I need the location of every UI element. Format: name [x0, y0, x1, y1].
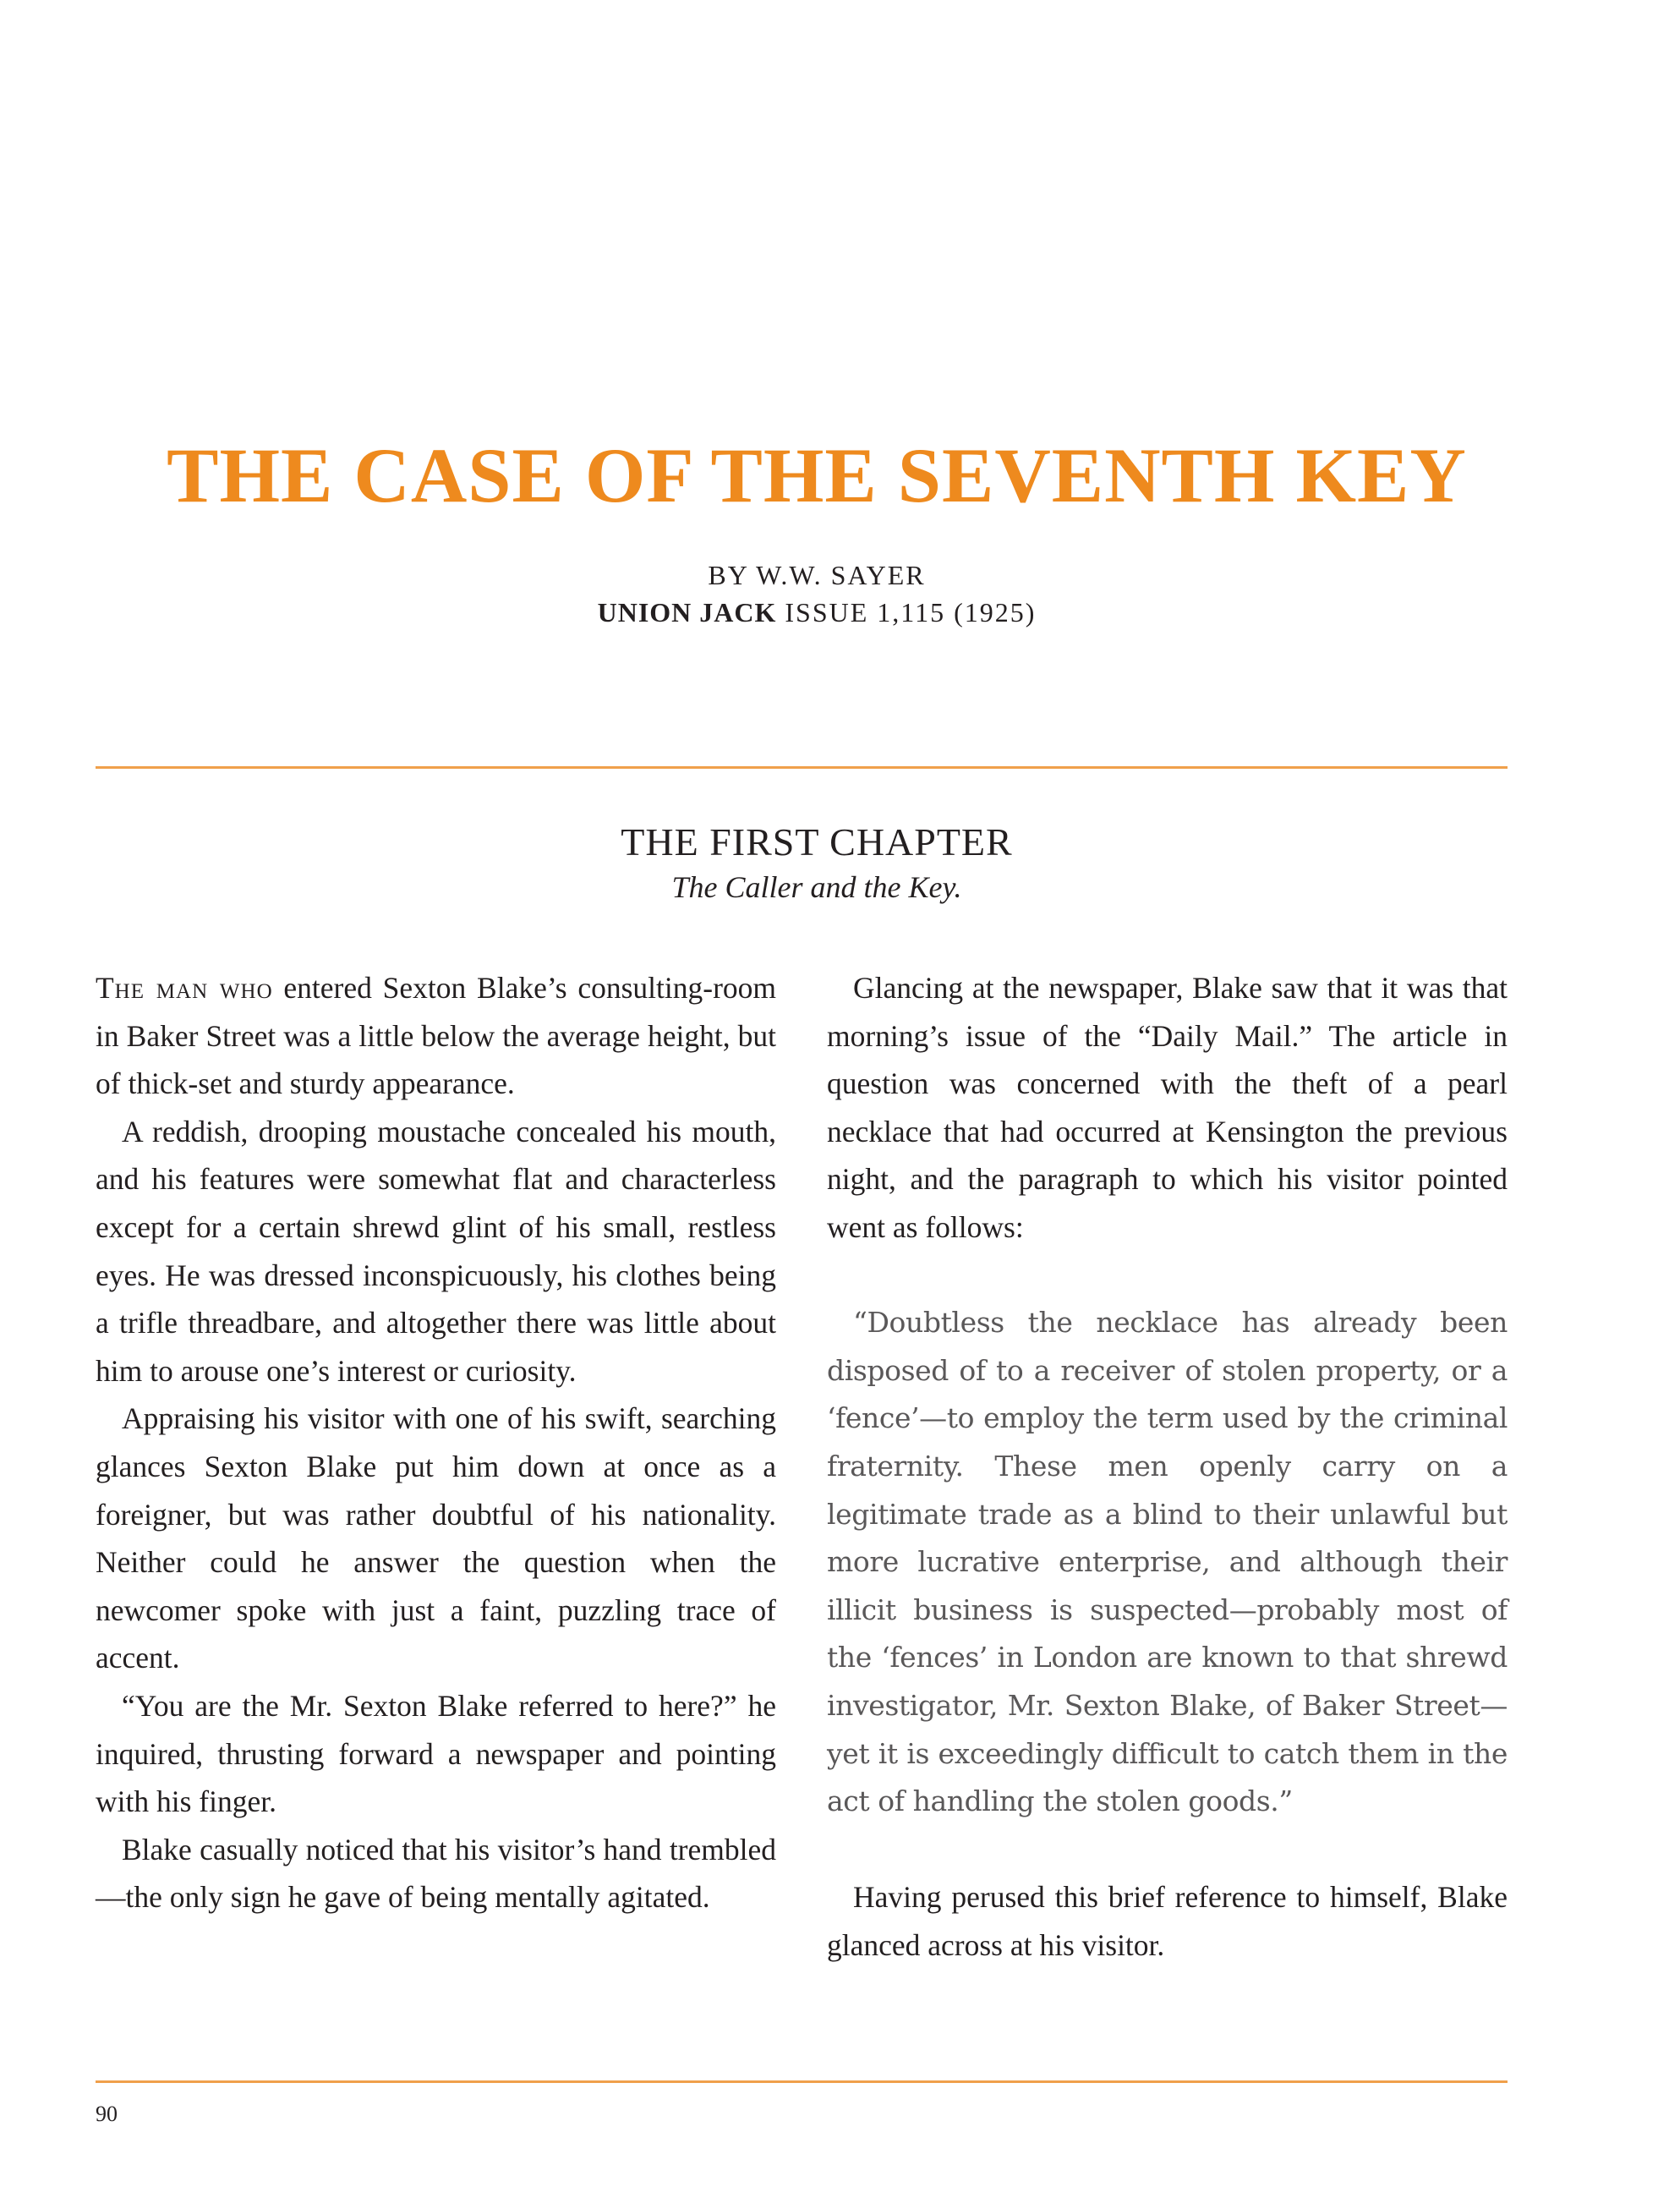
publication-name: UNION JACK: [597, 597, 777, 628]
opening-words: The man who: [96, 971, 273, 1005]
publication-line: [0, 594, 1633, 631]
chapter-title: THE FIRST CHAPTER: [621, 820, 1013, 863]
chapter-heading: [0, 819, 1633, 908]
paragraph: [96, 964, 776, 1108]
issue-info: ISSUE 1,115 (1925): [785, 597, 1037, 628]
paragraph: Blake casually noticed that his visitor’s hand trembled—the only sign he gave of being mentally agitated.: [96, 1832, 776, 1915]
left-column: [96, 964, 776, 1921]
bottom-divider: [96, 2080, 1508, 2083]
byline: [0, 556, 1633, 631]
paragraph: Having perused this brief reference to himself, Blake glanced across at his visitor.: [827, 1880, 1508, 1962]
author-line: BY W.W. SAYER: [708, 560, 926, 590]
paragraph: Glancing at the newspaper, Blake saw that it was that morning’s issue of the “Daily Mail.” The article in question was concerned with the theft of a pearl necklace that had occurred at Kensington the previous night, and the paragraph to which his visitor pointed went as follows:: [827, 971, 1508, 1244]
paragraph: A reddish, drooping moustache concealed his mouth, and his features were somewhat flat and characterless except for a certain shrewd glint of his small, restless eyes. He was dressed inconspicuously, his clothes being a trifle threadbare, and altogether there was little about him to arouse one’s interest or curiosity.: [96, 1114, 776, 1388]
paragraph-text: entered Sexton Blake’s consulting-room in Baker Street was a little below the average height, but of thick-set and sturdy appearance.: [96, 971, 776, 1101]
chapter-subtitle: The Caller and the Key.: [671, 870, 962, 904]
top-divider: [96, 766, 1508, 769]
page-number: 90: [96, 2102, 118, 2126]
paragraph: “You are the Mr. Sexton Blake referred to here?” he inquired, thrusting forward a newspaper and pointing with his finger.: [96, 1688, 776, 1819]
paragraph: Appraising his visitor with one of his swift, searching glances Sexton Blake put him down at once as a foreigner, but was rather doubtful of his nationality. Neither could he answer the question when the newcomer spoke with just a faint, puzzling trace of accent.: [96, 1401, 776, 1675]
newspaper-quote: “Doubtless the necklace has already been disposed of to a receiver of stolen property, or a ‘fence’—to employ the term used by the criminal fraternity. These men openly carry on a legitimate trade as a blind to their unlawful but more lucrative enterprise, and although their illicit business is suspected—probably most of the ‘fences’ in London are known to that shrewd investigator, Mr. Sexton Blake, of Baker Street—yet it is exceedingly difficult to catch them in the act of handling the stolen goods.”: [827, 1306, 1508, 1818]
story-title: THE CASE OF THE SEVENTH KEY: [167, 432, 1467, 518]
right-column: [827, 964, 1508, 1969]
